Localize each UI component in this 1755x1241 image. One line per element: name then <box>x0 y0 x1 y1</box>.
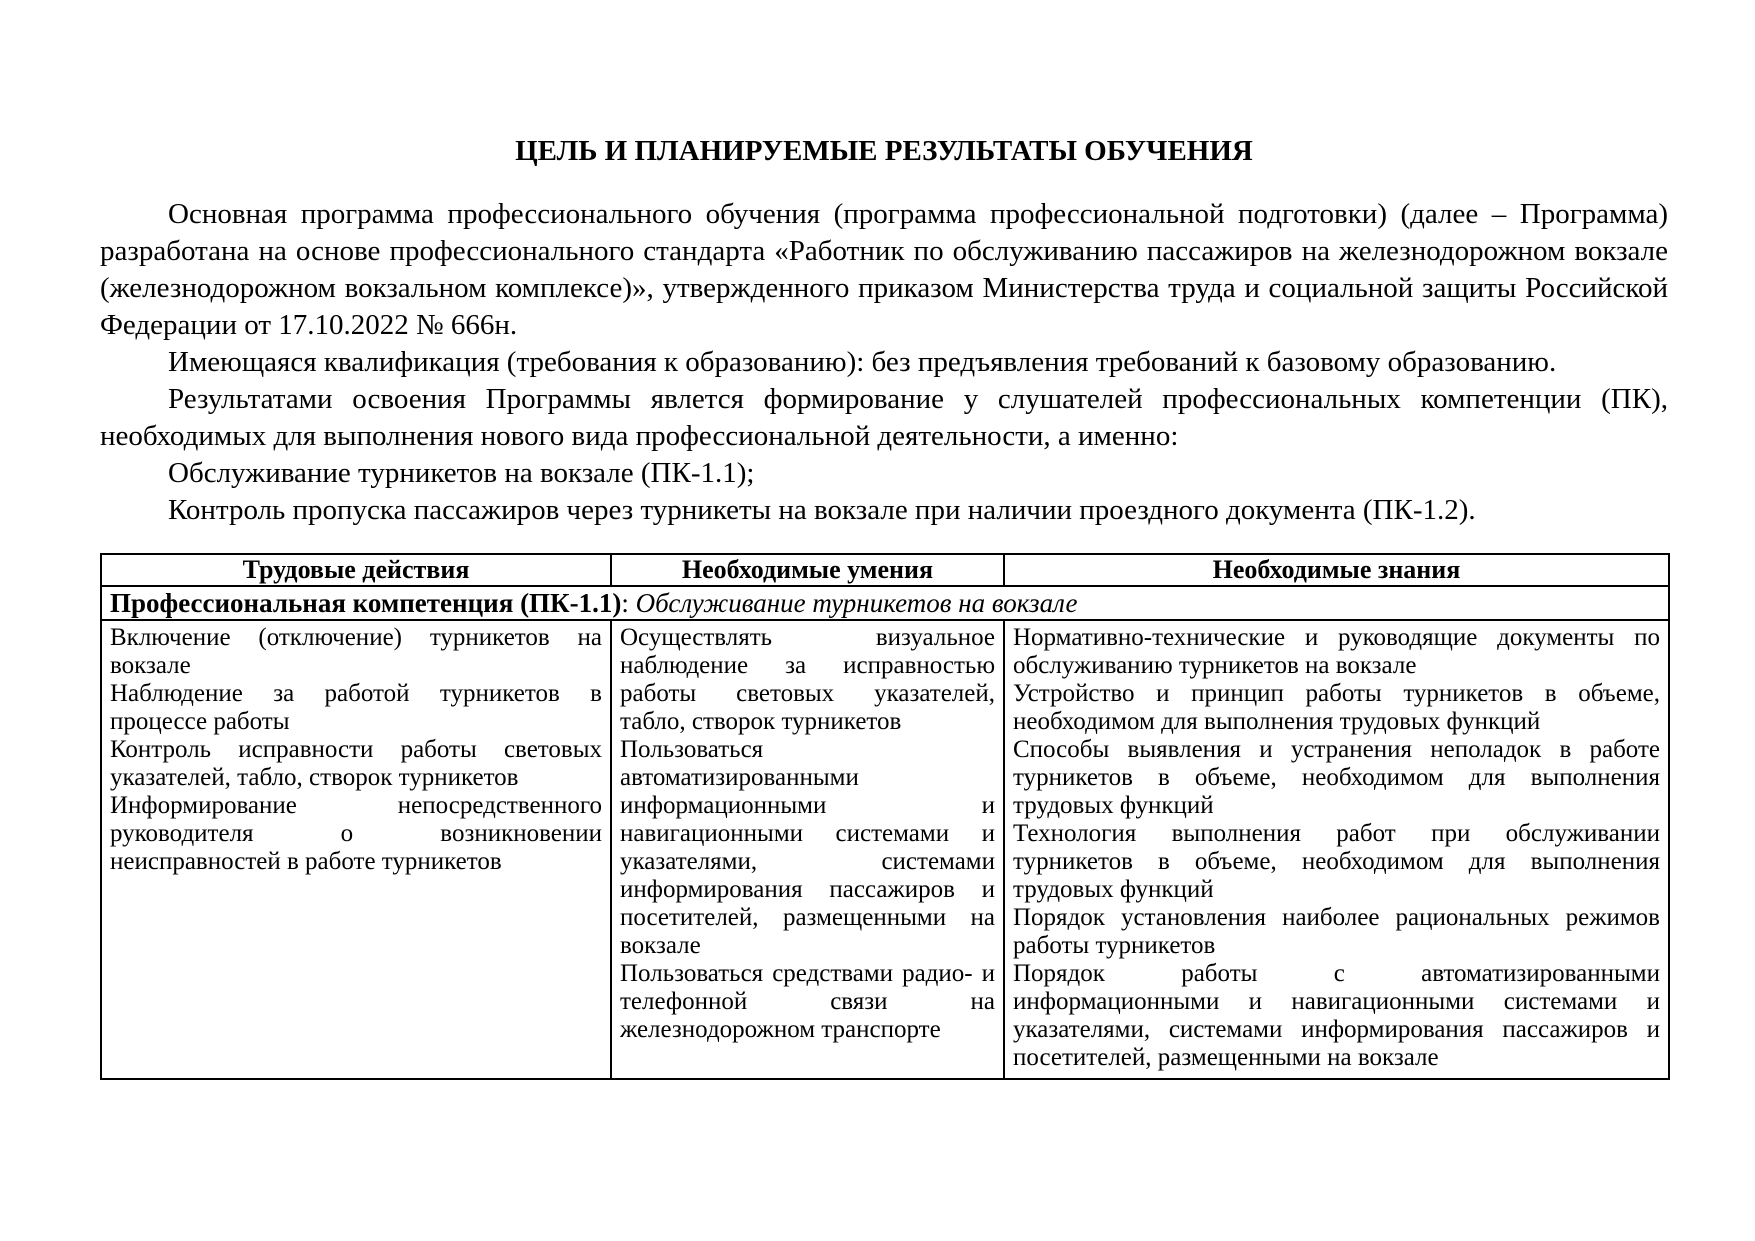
cell-required-skills <box>611 620 1004 1079</box>
column-header-labor-actions: Трудовые действия <box>101 554 611 586</box>
required-knowledge-item: Устройство и принцип работы турникетов в объеме, необходимом для выполнения трудовых функций <box>1013 680 1660 735</box>
competency-label: Профессиональная компетенция (ПК-1.1) <box>110 588 622 618</box>
required-knowledge-item: Нормативно-технические и руководящие документы по обслуживанию турникетов на вокзале <box>1013 624 1660 679</box>
required-knowledge-item: Порядок работы с автоматизированными информационными и навигационными системами и указателями, системами информирования пассажиров и посетителей, размещенными на вокзале <box>1013 960 1660 1071</box>
labor-action-item: Информирование непосредственного руководителя о возникновении неисправностей в работе турникетов <box>110 792 602 875</box>
required-knowledge-item: Порядок установления наиболее рациональных режимов работы турникетов <box>1013 904 1660 959</box>
competency-cell <box>101 586 1669 620</box>
labor-action-item: Включение (отключение) турникетов на вокзале <box>110 624 602 679</box>
competency-row <box>101 586 1669 620</box>
required-skill-item: Пользоваться средствами радио- и телефонной связи на железнодорожном транспорте <box>620 960 995 1043</box>
competency-table <box>100 553 1670 1080</box>
intro-paragraph: Имеющаяся квалификация (требования к образованию): без предъявления требований к базовому образованию. <box>168 346 1557 378</box>
competency-value: Обслуживание турникетов на вокзале <box>635 588 1078 618</box>
required-knowledge-item: Технология выполнения работ при обслуживании турникетов в объеме, необходимом для выполнения трудовых функций <box>1013 820 1660 903</box>
labor-action-item: Контроль исправности работы световых указателей, табло, створок турникетов <box>110 736 602 791</box>
competency-separator: : <box>621 588 636 618</box>
column-header-required-skills: Необходимые умения <box>611 554 1004 586</box>
intro-paragraph: Контроль пропуска пассажиров через турникеты на вокзале при наличии проездного документа (ПК-1.2). <box>168 494 1476 526</box>
cell-required-knowledge <box>1004 620 1669 1079</box>
column-header-required-knowledge: Необходимые знания <box>1004 554 1669 586</box>
table-header-row <box>101 554 1669 586</box>
required-knowledge-item: Способы выявления и устранения неполадок в работе турникетов в объеме, необходимом для выполнения трудовых функций <box>1013 736 1660 819</box>
table-body-row <box>101 620 1669 1079</box>
document-content <box>100 0 1668 1080</box>
required-skill-item: Осуществлять визуальное наблюдение за исправностью работы световых указателей, табло, створок турникетов <box>620 624 995 735</box>
intro-paragraph: Обслуживание турникетов на вокзале (ПК-1.1); <box>168 457 755 489</box>
labor-action-item: Наблюдение за работой турникетов в процессе работы <box>110 680 602 735</box>
intro-paragraph: Основная программа профессионального обучения (программа профессиональной подготовки) (далее – Программа) разработана на основе профессионального стандарта «Работник по обслуживанию пассажиров на железнодорожном вокзале (железнодорожном вокзальном комплексе)», утвержденного приказом Министерства труда и социальной защиты Российской Федерации от 17.10.2022 № 666н. <box>100 198 1668 341</box>
intro-paragraphs <box>100 196 1668 529</box>
required-skill-item: Пользоваться автоматизированными информационными и навигационными системами и указателями, системами информирования пассажиров и посетителей, размещенными на вокзале <box>620 736 995 959</box>
intro-paragraph: Результатами освоения Программы явлется формирование у слушателей профессиональных компетенции (ПК), необходимых для выполнения нового вида профессиональной деятельности, а именно: <box>100 383 1668 452</box>
cell-labor-actions <box>101 620 611 1079</box>
page-title: ЦЕЛЬ И ПЛАНИРУЕМЫЕ РЕЗУЛЬТАТЫ ОБУЧЕНИЯ <box>515 135 1253 167</box>
